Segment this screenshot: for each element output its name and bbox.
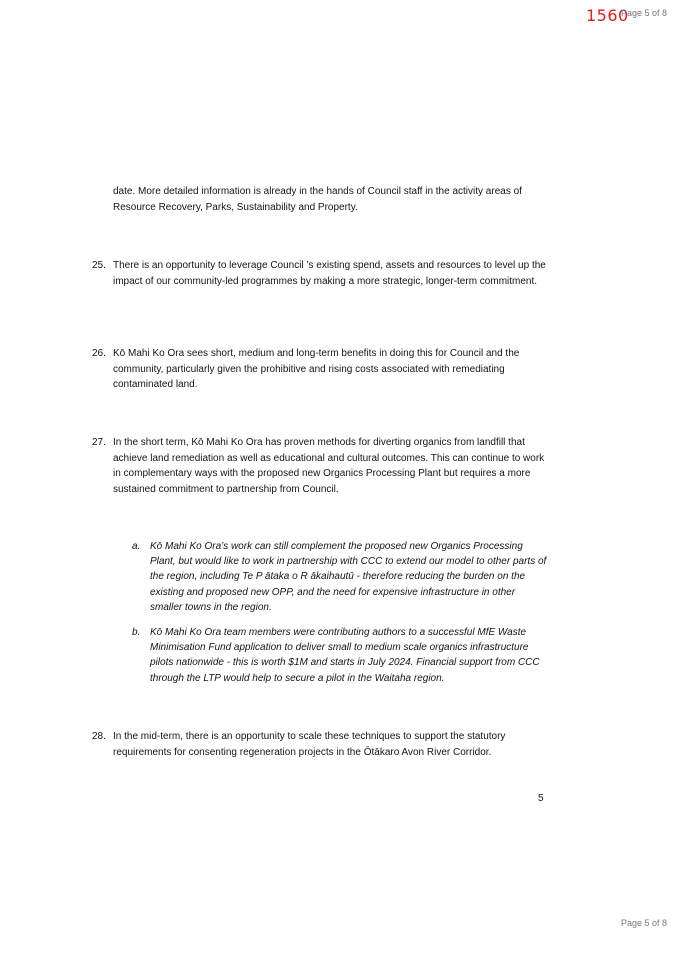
paragraph-number: 26. <box>92 348 106 359</box>
paragraph-text: Kō Mahi Ko Ora sees short, medium and long-term benefits in doing this for Council and the community, particularly given the prohibitive and rising costs associated with remediating contaminated land. <box>113 348 520 390</box>
paragraph-text: In the mid-term, there is an opportunity to scale these techniques to support the statutory requirements for consenting regeneration projects in the Ōtākaro Avon River Corridor. <box>113 731 506 758</box>
intro-text: date. More detailed information is already in the hands of Council staff in the activity areas of Resource Recovery, Parks, Sustainability and Property. <box>113 186 522 213</box>
sub-item-letter: a. <box>132 541 141 552</box>
paragraph-number: 28. <box>92 731 106 742</box>
sub-item-b <box>132 625 550 686</box>
intro-paragraph <box>113 184 553 215</box>
page-stamp: 1560 <box>586 6 629 25</box>
paragraph-number: 27. <box>92 437 106 448</box>
sub-item-letter: b. <box>132 627 141 638</box>
paragraph-28 <box>92 729 553 760</box>
paragraph-text: In the short term, Kō Mahi Ko Ora has proven methods for diverting organics from landfill that achieve land remediation as well as educational and cultural outcomes. This can continue to work in complementary ways with the proposed new Organics Processing Plant but requires a more sustained commitment to partnership from Council. <box>113 437 545 495</box>
page-number: 5 <box>538 793 544 804</box>
page-label-top: Page 5 of 8 <box>621 8 668 18</box>
paragraph-25 <box>92 258 553 289</box>
paragraph-26 <box>92 346 553 393</box>
sub-item-text: Kō Mahi Ko Ora’s work can still complement the proposed new Organics Processing Plant, but would like to work in partnership with CCC to extend our model to other parts of the region, including Te P ātaka o R ākaihautū - therefore reducing the burden on the existing and proposed new OPP, and the need for expensive infrastructure in other smaller towns in the region. <box>150 541 547 613</box>
sub-item-text: Kō Mahi Ko Ora team members were contributing authors to a successful MfE Waste Minimisation Fund application to deliver small to medium scale organics infrastructure pilots nationwide - this is worth $1M and starts in July 2024. Financial support from CCC through the LTP would help to secure a pilot in the Waitaha region. <box>150 627 540 684</box>
paragraph-27 <box>92 435 553 497</box>
page-label-bottom: Page 5 of 8 <box>621 918 668 928</box>
paragraph-text: There is an opportunity to leverage Council ’s existing spend, assets and resources to level up the impact of our community-led programmes by making a more strategic, longer-term commitment. <box>113 260 546 287</box>
sub-item-a <box>132 539 550 615</box>
paragraph-number: 25. <box>92 260 106 271</box>
